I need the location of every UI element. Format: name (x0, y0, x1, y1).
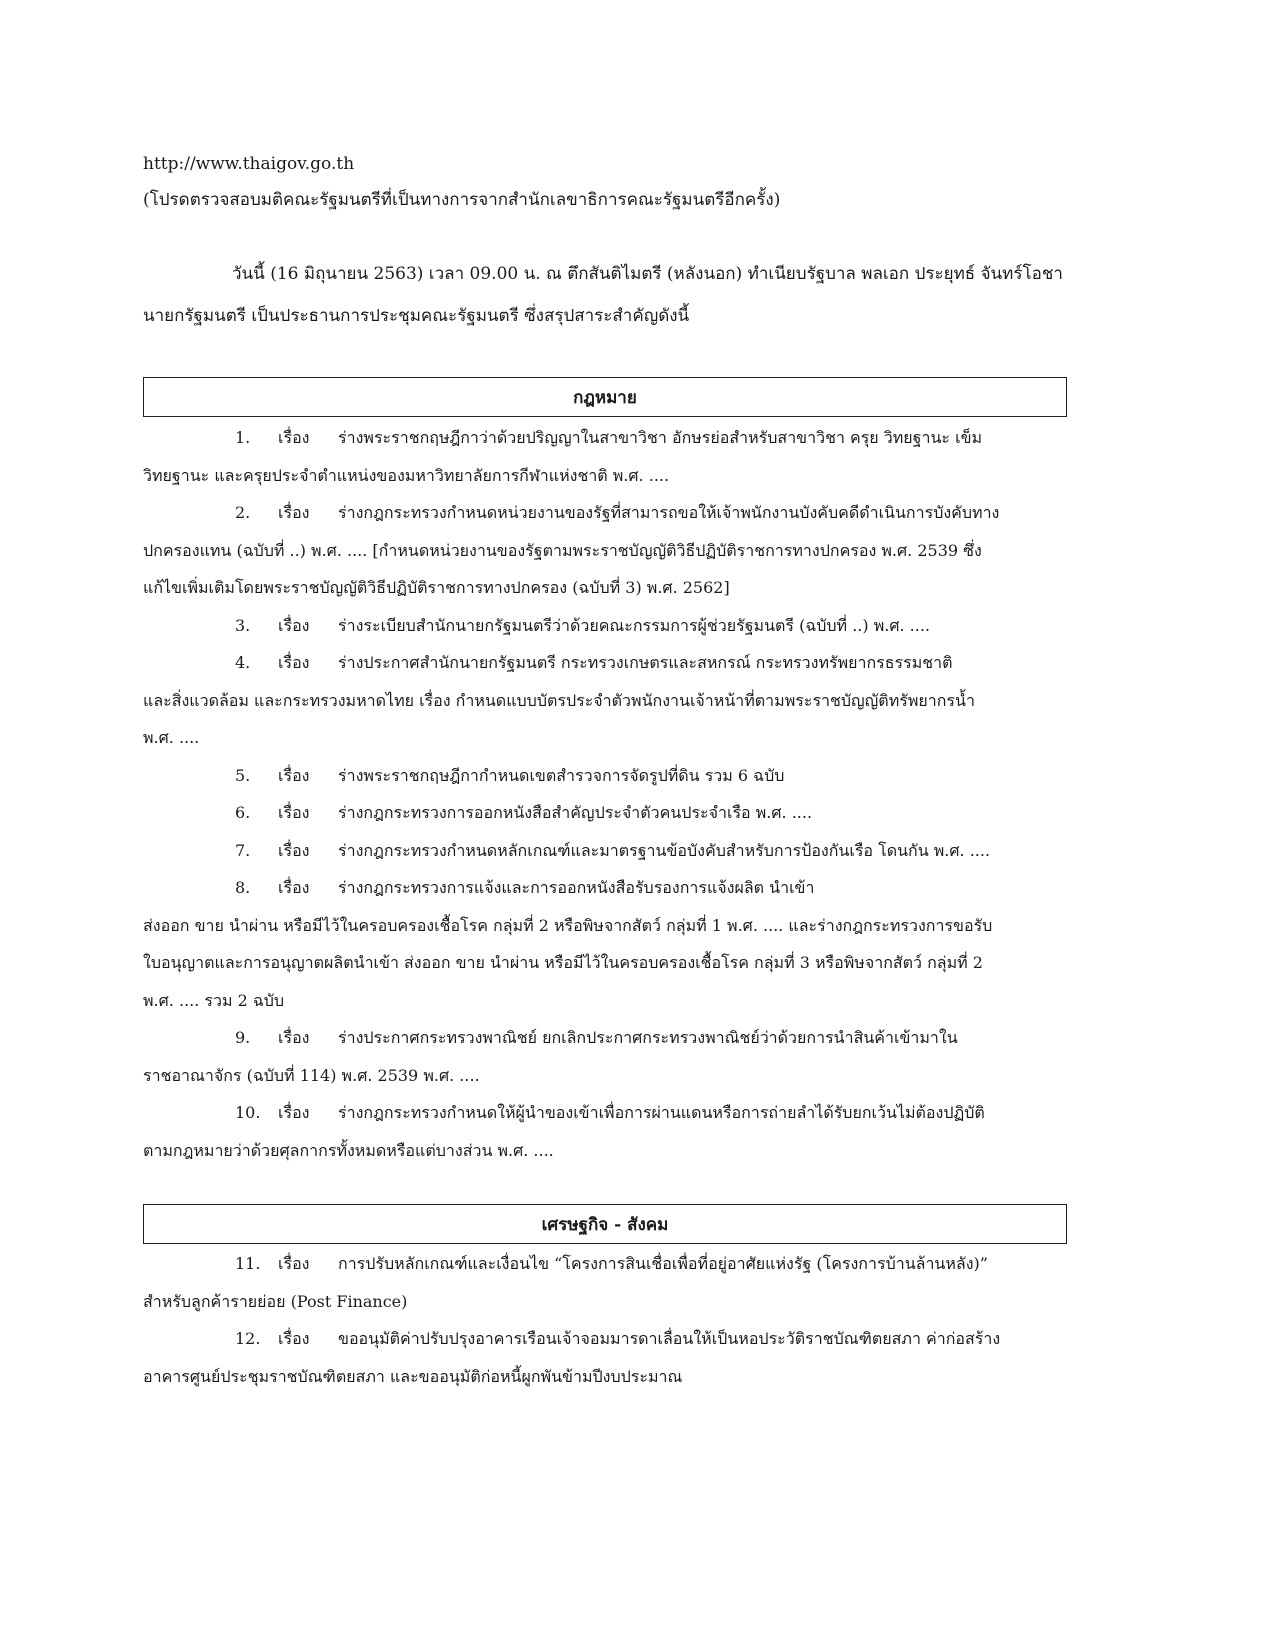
agenda-item-first-line (143, 869, 1073, 907)
agenda-item-first-line (143, 494, 1073, 532)
agenda-item-continued-line (143, 532, 1073, 570)
agenda-item-first-line (143, 832, 1073, 870)
item-text: การปรับหลักเกณฑ์และเงื่อนไข “โครงการสินเชื่อเพื่อที่อยู่อาศัยแห่งรัฐ (โครงการบ้านล้านหลัง)” (338, 1254, 988, 1273)
agenda-item-first-line (143, 1245, 1073, 1283)
agenda-item-continued-line (143, 682, 1073, 720)
section-heading-law: กฎหมาย (143, 377, 1067, 417)
agenda-item-continued-line (143, 944, 1073, 982)
item-text: สำหรับลูกค้ารายย่อย (Post Finance) (143, 1291, 408, 1311)
agenda-item-continued-line (143, 907, 1073, 945)
intro-line: นายกรัฐมนตรี เป็นประธานการประชุมคณะรัฐมนตรี ซึ่งสรุปสาระสำคัญดังนี้ (143, 306, 690, 326)
agenda-item-continued-line (143, 1283, 1073, 1321)
subject-label: เรื่อง (278, 840, 310, 860)
item-text: ร่างกฎกระทรวงกำหนดหน่วยงานของรัฐที่สามารถขอให้เจ้าพนักงานบังคับคดีดำเนินการบังคับทาง (338, 503, 1000, 522)
agenda-item-first-line (143, 419, 1073, 457)
disclaimer-note: (โปรดตรวจสอบมติคณะรัฐมนตรีที่เป็นทางการจากสำนักเลขาธิการคณะรัฐมนตรีอีกครั้ง) (143, 190, 781, 210)
subject-label: เรื่อง (278, 503, 310, 522)
item-number: 2. (235, 503, 251, 522)
item-number: 9. (235, 1028, 251, 1047)
item-text: ขออนุมัติค่าปรับปรุงอาคารเรือนเจ้าจอมมารดาเลื่อนให้เป็นหอประวัติราชบัณฑิตยสภา ค่าก่อสร้าง (338, 1329, 1001, 1348)
item-text: วิทยฐานะ และครุยประจำตำแหน่งของมหาวิทยาลัยการกีฬาแห่งชาติ พ.ศ. .... (143, 465, 670, 485)
agenda-item-continued-line (143, 457, 1073, 495)
item-number: 10. (235, 1103, 261, 1122)
item-text: ร่างกฎกระทรวงการออกหนังสือสำคัญประจำตัวคนประจำเรือ พ.ศ. .... (338, 803, 813, 822)
item-text: ร่างระเบียบสำนักนายกรัฐมนตรีว่าด้วยคณะกรรมการผู้ช่วยรัฐมนตรี (ฉบับที่ ..) พ.ศ. .... (338, 615, 930, 635)
agenda-item-continued-line (143, 569, 1073, 607)
agenda-item-continued-line (143, 1358, 1073, 1396)
item-text: พ.ศ. .... (143, 728, 200, 747)
item-number: 3. (235, 615, 251, 635)
agenda-item-first-line (143, 644, 1073, 682)
agenda-item-first-line (143, 757, 1073, 795)
agenda-item-continued-line (143, 719, 1073, 757)
law-items-list (143, 419, 1073, 1169)
intro-paragraph (143, 254, 1088, 352)
agenda-item-first-line (143, 1019, 1073, 1057)
item-number: 11. (235, 1254, 261, 1273)
item-number: 7. (235, 840, 251, 860)
agenda-item-continued-line (143, 1132, 1073, 1170)
agenda-item-first-line (143, 794, 1073, 832)
item-text: แก้ไขเพิ่มเติมโดยพระราชบัญญัติวิธีปฏิบัติราชการทางปกครอง (ฉบับที่ 3) พ.ศ. 2562] (143, 578, 730, 597)
item-text: ร่างประกาศกระทรวงพาณิชย์ ยกเลิกประกาศกระทรวงพาณิชย์ว่าด้วยการนำสินค้าเข้ามาใน (338, 1028, 958, 1047)
subject-label: เรื่อง (278, 878, 310, 897)
item-number: 5. (235, 765, 251, 785)
subject-label: เรื่อง (278, 428, 310, 447)
subject-label: เรื่อง (278, 615, 310, 635)
item-text: ร่างประกาศสำนักนายกรัฐมนตรี กระทรวงเกษตรและสหกรณ์ กระทรวงทรัพยากรธรรมชาติ (338, 653, 953, 672)
item-text: ปกครองแทน (ฉบับที่ ..) พ.ศ. .... [กำหนดหน่วยงานของรัฐตามพระราชบัญญัติวิธีปฏิบัติราชการทางปกครอง พ.ศ. 2539 ซึ่ง (143, 540, 982, 560)
item-number: 4. (235, 653, 251, 672)
agenda-item-first-line (143, 1094, 1073, 1132)
item-number: 6. (235, 803, 251, 822)
item-number: 1. (235, 428, 251, 447)
subject-label: เรื่อง (278, 1028, 310, 1047)
source-url: http://www.thaigov.go.th (143, 154, 355, 174)
item-text: ใบอนุญาตและการอนุญาตผลิตนำเข้า ส่งออก ขาย นำผ่าน หรือมีไว้ในครอบครองเชื้อโรค กลุ่มที่ 3 หรือพิษจากสัตว์ กลุ่มที่ 2 (143, 953, 983, 972)
subject-label: เรื่อง (278, 1103, 310, 1122)
agenda-item-continued-line (143, 1057, 1073, 1095)
item-text: ร่างพระราชกฤษฎีกากำหนดเขตสำรวจการจัดรูปที่ดิน รวม 6 ฉบับ (338, 765, 785, 785)
item-text: อาคารศูนย์ประชุมราชบัณฑิตยสภา และขออนุมัติก่อหนี้ผูกพันข้ามปีงบประมาณ (143, 1366, 683, 1386)
item-text: ร่างพระราชกฤษฎีกาว่าด้วยปริญญาในสาขาวิชา อักษรย่อสำหรับสาขาวิชา ครุย วิทยฐานะ เข็ม (338, 428, 983, 447)
intro-line: วันนี้ (16 มิถุนายน 2563) เวลา 09.00 น. ณ ตึกสันติไมตรี (หลังนอก) ทำเนียบรัฐบาล พลเอก ประยุทธ์ จันทร์โอชา (232, 264, 1063, 284)
item-text: ร่างกฎกระทรวงกำหนดหลักเกณฑ์และมาตรฐานข้อบังคับสำหรับการป้องกันเรือ โดนกัน พ.ศ. .... (338, 840, 991, 860)
item-text: ร่างกฎกระทรวงการแจ้งและการออกหนังสือรับรองการแจ้งผลิต นำเข้า (338, 878, 815, 897)
subject-label: เรื่อง (278, 765, 310, 785)
subject-label: เรื่อง (278, 1329, 310, 1348)
item-text: ร่างกฎกระทรวงกำหนดให้ผู้นำของเข้าเพื่อการผ่านแดนหรือการถ่ายลำได้รับยกเว้นไม่ต้องปฏิบัติ (338, 1103, 985, 1122)
subject-label: เรื่อง (278, 1254, 310, 1273)
subject-label: เรื่อง (278, 803, 310, 822)
item-text: ตามกฎหมายว่าด้วยศุลกากรทั้งหมดหรือแต่บางส่วน พ.ศ. .... (143, 1140, 554, 1160)
section-heading-economy-society: เศรษฐกิจ - สังคม (143, 1204, 1067, 1244)
item-text: ส่งออก ขาย นำผ่าน หรือมีไว้ในครอบครองเชื้อโรค กลุ่มที่ 2 หรือพิษจากสัตว์ กลุ่มที่ 1 พ.ศ. .... และร่างกฎกระทรวงการขอรับ (143, 915, 993, 935)
economy-items-list (143, 1245, 1073, 1395)
item-text: พ.ศ. .... รวม 2 ฉบับ (143, 990, 285, 1010)
item-text: และสิ่งแวดล้อม และกระทรวงมหาดไทย เรื่อง กำหนดแบบบัตรประจำตัวพนักงานเจ้าหน้าที่ตามพระราชบัญญัติทรัพยากรน้ำ (143, 690, 975, 710)
agenda-item-first-line (143, 1320, 1073, 1358)
item-number: 8. (235, 878, 251, 897)
agenda-item-continued-line (143, 982, 1073, 1020)
item-number: 12. (235, 1329, 261, 1348)
agenda-item-first-line (143, 607, 1073, 645)
subject-label: เรื่อง (278, 653, 310, 672)
item-text: ราชอาณาจักร (ฉบับที่ 114) พ.ศ. 2539 พ.ศ. .... (143, 1065, 480, 1085)
